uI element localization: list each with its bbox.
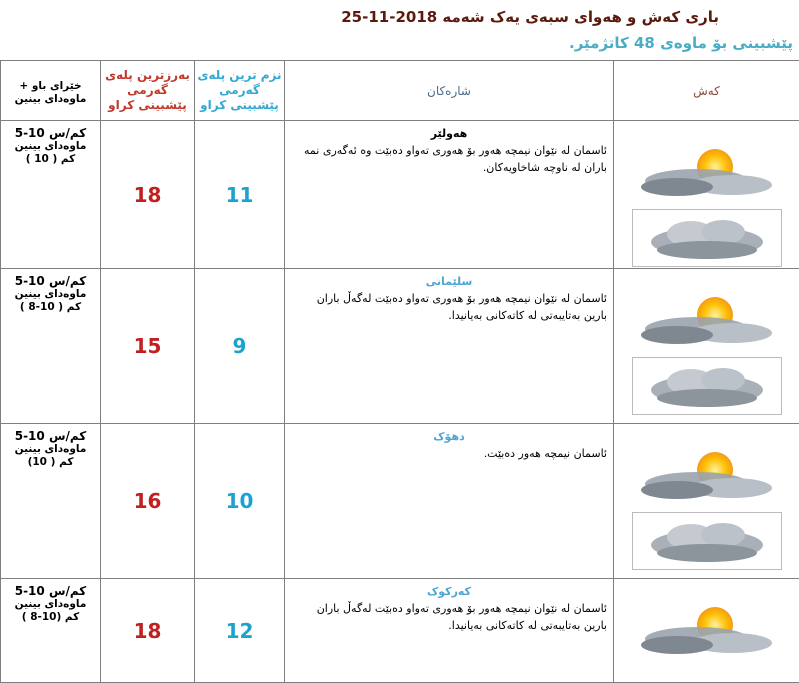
weather-cell: [614, 269, 799, 424]
weather-cell: [614, 579, 799, 683]
cloud-icon: [632, 209, 782, 267]
wind-speed: 5-10 کم/س: [1, 127, 100, 140]
wind-cell: [1, 269, 101, 424]
cloud-icon: [632, 512, 782, 570]
wind-speed: 5-10 کم/س: [1, 275, 100, 288]
partly-cloudy-sun-icon: [637, 291, 777, 347]
table-header-row: [1, 61, 799, 121]
partly-cloudy-sun-icon: [637, 143, 777, 199]
forecast-description: ئاسمان لە نێوان نیمچە هەور بۆ هەوری تەواو دەبێت لەگەڵ باران بارین بەتایبەتی لە کاتەکانی بەیانیدا.: [291, 290, 607, 324]
max-temp: 18: [101, 121, 195, 269]
min-temp: 10: [195, 424, 285, 579]
city-name: سلێمانی: [291, 273, 607, 290]
forecast-description: ئاسمان لە نێوان نیمچە هەور بۆ هەوری تەواو دەبێت لەگەڵ باران بارین بەتایبەتی لە کاتەکانی بەیانیدا.: [291, 600, 607, 634]
city-cell: [285, 121, 614, 269]
max-temp: 16: [101, 424, 195, 579]
city-cell: [285, 579, 614, 683]
weather-cell: [614, 424, 799, 579]
city-name: کەرکوک: [291, 583, 607, 600]
partly-cloudy-sun-icon: [637, 601, 777, 657]
city-name: هەولێر: [291, 125, 607, 142]
max-temp: 18: [101, 579, 195, 683]
wind-cell: [1, 579, 101, 683]
wind-cell: [1, 424, 101, 579]
visibility-value: ( 8-10) کم: [1, 611, 100, 624]
wind-speed: 5-10 کم/س: [1, 430, 100, 443]
col-header-wind: خێرای باو + ماوەدای بینین: [1, 61, 101, 121]
col-header-weather: کەش: [614, 61, 799, 121]
partly-cloudy-sun-icon: [637, 446, 777, 502]
report-subtitle: پێشبینی بۆ ماوەی 48 کاتژمێر.: [569, 34, 793, 52]
col-header-cities: شارەکان: [285, 61, 614, 121]
report-title: باری کەش و هەوای سبەی یەک شەمە 2018-11-25: [341, 8, 719, 26]
visibility-label: ماوەدای بینین: [1, 598, 100, 611]
table-row: [1, 424, 799, 579]
forecast-table: [0, 60, 799, 683]
visibility-label: ماوەدای بینین: [1, 288, 100, 301]
cloud-icon: [632, 357, 782, 415]
col-header-min-temp: نزم ترین پلەی گەرمی پێشبینی کراو: [195, 61, 285, 121]
wind-speed: 5-10 کم/س: [1, 585, 100, 598]
visibility-label: ماوەدای بینین: [1, 443, 100, 456]
city-cell: [285, 424, 614, 579]
col-header-max-temp: بەرزترین پلەی گەرمی پێشبینی کراو: [101, 61, 195, 121]
visibility-value: ( 8-10 ) کم: [1, 301, 100, 314]
min-temp: 9: [195, 269, 285, 424]
table-row: [1, 579, 799, 683]
visibility-value: (10 ) کم: [1, 456, 100, 469]
city-name: دهۆک: [291, 428, 607, 445]
weather-cell: [614, 121, 799, 269]
wind-cell: [1, 121, 101, 269]
table-row: [1, 269, 799, 424]
table-row: [1, 121, 799, 269]
min-temp: 11: [195, 121, 285, 269]
min-temp: 12: [195, 579, 285, 683]
forecast-description: ئاسمان نیمچە هەور دەبێت.: [291, 445, 607, 462]
city-cell: [285, 269, 614, 424]
visibility-label: ماوەدای بینین: [1, 140, 100, 153]
max-temp: 15: [101, 269, 195, 424]
forecast-description: ئاسمان لە نێوان نیمچە هەور بۆ هەوری تەواو دەبێت وە ئەگەری نمە باران لە ناوچە شاخاویەکان.: [291, 142, 607, 176]
visibility-value: ( 10 ) کم: [1, 153, 100, 166]
